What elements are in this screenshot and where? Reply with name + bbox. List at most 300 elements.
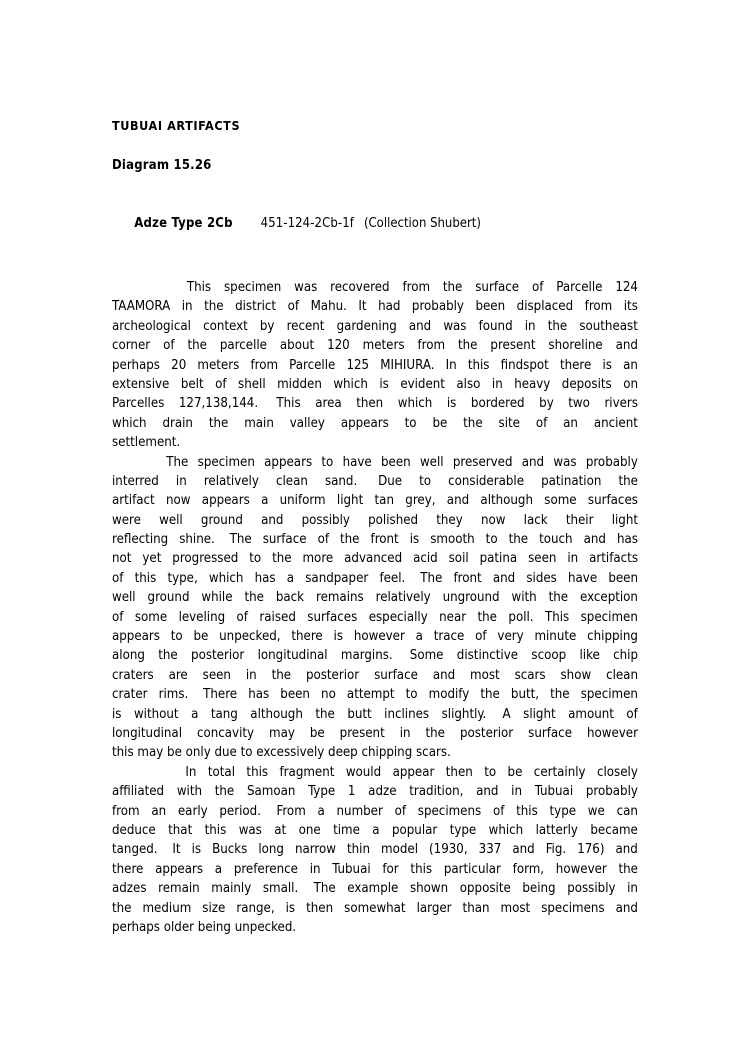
word: affiliated [112,784,165,800]
word: margins. [340,648,397,664]
word: main [244,415,274,431]
word: surface [475,280,520,295]
word: Due [378,473,403,489]
word: near [439,609,467,625]
word: of [236,609,248,625]
word: attempt [346,687,395,703]
word: was [238,822,262,838]
text-line [112,433,638,452]
word: we [587,803,605,819]
word: being [522,881,556,897]
word: range, [236,900,275,916]
word: clean [606,667,638,683]
word: and [615,900,638,916]
word: has [616,532,638,548]
word: This [186,280,212,295]
word: a [286,570,295,586]
text-line [112,840,638,859]
word: tan [374,493,394,509]
word: the [477,609,497,625]
word: then [445,764,473,780]
word: preserved [452,454,513,470]
word: and [446,493,470,509]
word: opposite [459,881,511,897]
word: the [508,532,529,548]
word: Parcelle [289,357,336,373]
word: this [246,764,269,780]
word: a [372,822,380,838]
word: have [342,454,372,470]
word: of [394,803,407,819]
word: posterior [191,648,245,664]
word: interred [112,473,159,489]
text-line [112,414,638,433]
word: light [611,512,638,528]
word: the [208,415,229,431]
word: craters [112,667,154,683]
page-title: TUBUAI ARTIFACTS [112,118,241,133]
word: this [516,803,538,819]
word: in [309,861,321,877]
word: are [168,667,188,683]
word: show [560,667,592,683]
word: tradition, [409,784,464,800]
word: of [287,299,300,315]
word: and [408,318,432,334]
word: recovered [330,280,390,295]
word: patina [479,551,518,567]
word: from [584,299,613,315]
word: soil [448,551,469,567]
word: raised [259,609,296,625]
word: a [415,629,423,645]
word: appear [392,764,435,780]
word: to [404,415,417,431]
word: model [381,842,418,858]
word: has [248,687,270,703]
word: been [280,687,310,703]
word: of [112,609,124,625]
word: was [294,280,318,295]
word: type, [167,570,198,586]
word: remains [315,590,364,606]
text-line [112,802,638,821]
text-line [112,549,638,568]
word: drain [162,415,193,431]
word: sandpaper [305,570,369,586]
word: sides [526,570,557,586]
word: specimen [580,687,638,703]
word: gardening [336,318,397,334]
word: been [475,299,506,315]
word: although [480,493,533,509]
word: of [163,338,175,354]
word: progressed [172,551,239,567]
text-line [112,821,638,840]
word: somewhat [344,900,406,916]
word: uniform [279,493,326,509]
word: Mahu. [310,299,347,315]
word: to [321,454,334,470]
word: to [405,687,418,703]
word: although [250,706,303,722]
word: the [550,687,570,703]
word: the [315,706,335,722]
word: present [490,338,536,354]
word: then [306,900,334,916]
word: total [207,764,235,780]
word: posterior [459,725,514,741]
word: example [347,881,399,897]
word: the [480,687,500,703]
word: and [583,532,606,548]
word: long [258,842,284,858]
word: very [497,629,524,645]
word: the [618,473,638,489]
word: be [507,764,523,780]
word: can [616,803,638,819]
word: distinctive [456,648,519,664]
word: the [158,648,178,664]
word: specimens [417,803,482,819]
word: the [271,667,292,683]
word: some [134,609,168,625]
word: on [623,376,638,392]
word: shine. [179,532,219,548]
word: modify [428,687,470,703]
word: particular [443,861,501,877]
word: heavy [514,376,551,392]
word: a [214,861,223,877]
word: patination [541,473,602,489]
word: Parcelle [556,280,603,295]
word: a [261,493,269,509]
word: type [449,822,477,838]
text-line [112,627,638,646]
word: without [133,706,179,722]
word: about [279,338,315,354]
word: two [568,396,590,412]
word: 127,138,144. [178,396,262,412]
word: appears [201,493,250,509]
word: possibly [567,881,616,897]
text-line [112,530,638,549]
word: belt [180,376,204,392]
word: the [244,590,264,606]
word: 20 [171,357,187,373]
text-line [112,317,638,336]
word: the [187,338,207,354]
word: by [259,318,275,334]
word: meters [197,357,240,373]
word: probably [585,784,638,800]
word: specimens [541,900,605,916]
word: an [151,803,167,819]
word: longitudinal [257,648,328,664]
word: bordered [470,396,525,412]
text-line [112,782,638,801]
word: they [436,512,463,528]
word: tang [210,706,238,722]
word: the [547,318,568,334]
word: chipping [587,629,638,645]
text-line [112,453,638,472]
word: which [488,822,524,838]
word: touch [539,532,573,548]
word: time [333,822,360,838]
word: light [336,493,364,509]
word: the [204,299,224,315]
word: from [250,357,279,373]
word: in [181,299,193,315]
text-line [112,705,638,724]
word: perhaps [112,357,160,373]
word: may [269,725,295,741]
word: closely [596,764,638,780]
word: not [112,551,132,567]
word: no [321,687,336,703]
word: were [112,512,141,528]
word: extensive [112,376,170,392]
word: polished [368,512,419,528]
word: In [445,357,457,373]
word: however [586,725,638,741]
word: rivers [604,396,638,412]
word: evident [400,376,445,392]
word: most [470,667,500,683]
text-line [112,375,638,394]
word: surfaces [587,493,638,509]
word: leveling [178,609,226,625]
word: specimen [580,609,638,625]
word: front [453,570,482,586]
word: would [345,764,382,780]
word: crater [112,687,148,703]
word: medium [142,900,192,916]
word: midden [277,376,322,392]
word: the [442,280,463,295]
word: in [567,551,579,567]
word: The [313,881,336,897]
word: had [378,299,401,315]
word: appears [264,454,313,470]
word: well [159,512,183,528]
word: now [480,512,506,528]
word: specimen [197,454,255,470]
word: certainly [533,764,586,780]
text-line [112,724,638,743]
word: has [254,570,276,586]
word: small. [262,881,302,897]
word: also [456,376,481,392]
word: and [512,842,535,858]
word: It [172,842,181,858]
word: parcelle [219,338,267,354]
word: probably [585,454,638,470]
word: the [340,532,360,548]
text-line [112,278,638,297]
word: of [112,570,124,586]
word: 125 [346,357,370,373]
word: This [276,396,301,412]
text-line [112,569,638,588]
word: ground [200,512,243,528]
word: which [397,396,433,412]
word: one [298,822,321,838]
word: was [443,318,467,334]
word: ancient [593,415,638,431]
word: remain [158,881,200,897]
text-line [112,608,638,627]
word: at [274,822,287,838]
word: exception [580,590,638,606]
word: number [336,803,383,819]
word: there [559,357,592,373]
word: From [276,803,306,819]
word: from [417,338,446,354]
word: along [112,648,145,664]
word: be [193,629,209,645]
word: of [535,415,548,431]
word: yet [142,551,162,567]
word: type [549,803,577,819]
word: artifact [112,493,155,509]
word: which [112,415,147,431]
word: its [623,299,638,315]
word: have [568,570,598,586]
word: mainly [211,881,252,897]
text-line [112,685,638,704]
word: grey, [405,493,436,509]
text-line [112,918,638,937]
word: been [381,454,411,470]
word: which [333,376,368,392]
word: form, [512,861,545,877]
word: the [112,900,132,916]
word: slight [523,706,556,722]
word: while [201,590,233,606]
word: now [166,493,191,509]
word: with [511,590,537,606]
word: deduce [112,822,156,838]
word: shown [409,881,449,897]
word: adzes [112,881,147,897]
word: area [315,396,342,412]
text-line [112,356,638,375]
word: unground [442,590,500,606]
word: The [420,570,443,586]
word: most [500,900,531,916]
specimen-heading [112,200,638,248]
word: acid [413,551,438,567]
document-body [112,118,638,937]
word: clean [275,473,308,489]
word: and [261,512,284,528]
word: appears [340,415,389,431]
word: is [446,396,457,412]
word: sand. [324,473,361,489]
word: of [492,803,505,819]
word: became [590,822,638,838]
word: of [626,706,638,722]
word: meters [362,338,405,354]
word: in [627,881,638,897]
word: popular [391,822,438,838]
word: poll. [508,609,534,625]
word: this [204,822,227,838]
word: in [399,725,411,741]
text-line [112,588,638,607]
text-line [112,336,638,355]
word: butt [347,706,372,722]
word: is [191,842,202,858]
word: (1930, [429,842,468,858]
word: surface [528,725,573,741]
word: findspot [500,357,549,373]
word: by [539,396,554,412]
word: in [175,473,187,489]
word: however [555,861,607,877]
word: back [275,590,305,606]
word: an [563,415,578,431]
word: from [112,803,140,819]
word: butt, [510,687,540,703]
word: surfaces [307,609,358,625]
word: rims. [158,687,193,703]
word: archeological [112,318,191,334]
word: ground [147,590,190,606]
word: surface [262,532,307,548]
word: latterly [535,822,578,838]
word: present [339,725,385,741]
word: Fig. [545,842,567,858]
word: 176) [577,842,605,858]
word: larger [416,900,452,916]
word: front [370,532,399,548]
word: is [409,532,420,548]
line-text: settlement. [112,435,181,451]
paragraph-3 [112,763,638,938]
text-line [112,394,638,413]
adze-type-label: Adze Type 2Cb [134,216,233,231]
word: Samoan [246,784,296,800]
word: 124 [615,280,638,295]
word: southeast [579,318,638,334]
word: appears [155,861,204,877]
word: displaced [516,299,574,315]
word: in [524,318,536,334]
word: is [333,629,344,645]
word: possibly [301,512,350,528]
word: is [112,706,122,722]
word: and [432,667,456,683]
word: their [565,512,594,528]
word: seen [528,551,557,567]
word: minute [534,629,577,645]
word: with [176,784,202,800]
word: been [608,570,638,586]
word: a [191,706,199,722]
word: deposits [561,376,612,392]
word: is [602,357,612,373]
word: MIHIURA. [380,357,435,373]
word: The [166,454,189,470]
word: shell [238,376,266,392]
text-line [112,472,638,491]
word: to [485,532,498,548]
text-line [112,763,638,782]
word: probably [411,299,464,315]
